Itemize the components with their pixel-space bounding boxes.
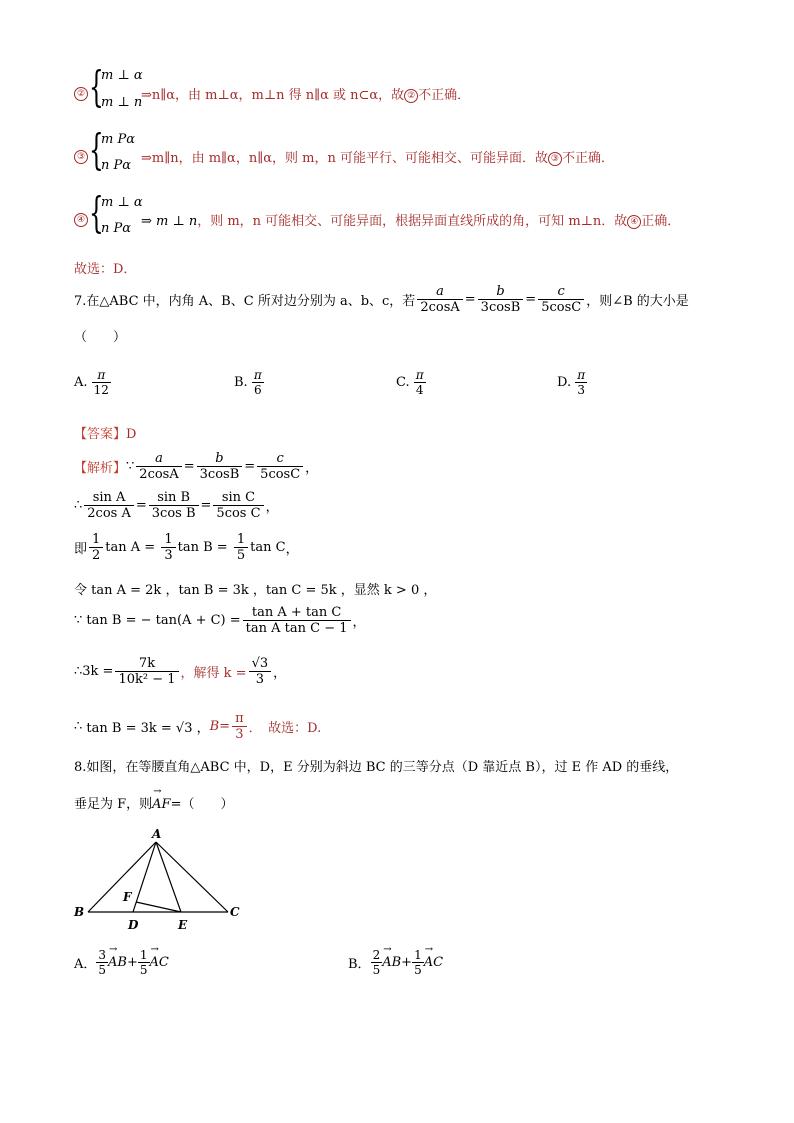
label-d: D xyxy=(128,918,139,932)
analysis-line-7: ∴ tan B = 3k = √3 ， B= $\frac{\pi}{3}$ ． 故选：D. xyxy=(74,711,322,742)
item-3-bottom: n Pα xyxy=(101,158,132,173)
question-7-stem: 7.在△ABC 中，内角 A、B、C 所对边分别为 a、b、c，若 $\frac{a}{2\cos A}$ = $\frac{b}{3\cos B}$ = $\frac{c}{5\cos C}$ ，则∠B 的大小是 xyxy=(74,284,689,315)
question-8-line-1: 8.如图，在等腰直角△ABC 中，D，E 分别为斜边 BC 的三等分点（D 靠近点 B），过 E 作 AD 的垂线， xyxy=(74,760,679,775)
question-7-paren: （ ） xyxy=(74,330,127,345)
item-3-text: ⇒m∥n，由 m∥α，n∥α，则 m，n 可能平行、可能相交、可能异面．故 ③ 不正确． xyxy=(141,151,614,166)
label-b: B xyxy=(74,905,85,919)
item-4-bottom: n Pα xyxy=(101,221,132,236)
option-7-b: B. $\frac{\pi}{6}$ xyxy=(234,368,262,397)
item-4-top: m ⊥ α xyxy=(101,195,143,210)
option-8-b: B． $\frac{2}{5}$ → AB + $\frac{1}{5}$ → AC xyxy=(348,948,443,977)
brace-4: { xyxy=(89,188,104,237)
triangle-figure xyxy=(70,825,250,935)
stem-frac-c: $\frac{c}{5\cos C}$ xyxy=(538,284,584,315)
choose-6: 故选：D． xyxy=(74,262,137,277)
label-e: E xyxy=(178,918,188,932)
label-a: A xyxy=(152,827,162,841)
analysis-line-2: ∴ $\frac{\text{sin A}}{\text{2cos A}}$ = $\frac{\text{sin B}}{\text{3cos B}}$ = $\frac{\text{sin C}}{\text{5cos C}}$ ， xyxy=(74,490,279,521)
option-7-c: C. $\frac{\pi}{4}$ xyxy=(396,368,424,397)
label-f: F xyxy=(123,890,132,904)
analysis-line-5: ∵ tan B = − tan(A + C) = $\frac{\text{tan A + tan C}}{\text{tan A tan C − 1}}$ ， xyxy=(74,605,366,636)
stem-frac-b: $\frac{b}{3\cos B}$ xyxy=(478,284,524,315)
option-8-a: A． $\frac{3}{5}$ → AB + $\frac{1}{5}$ → AC xyxy=(74,948,169,977)
item-2-text: ⇒n∥α，由 m⊥α，m⊥n 得 n∥α 或 n⊂α，故 ② 不正确． xyxy=(141,88,471,103)
item-2-bottom: m ⊥ n xyxy=(101,95,143,110)
item-2-top: m ⊥ α xyxy=(101,68,143,83)
edge-ab xyxy=(88,842,156,912)
item-2-number: ② xyxy=(74,86,88,101)
option-7-a: A. $\frac{\pi}{12}$ xyxy=(74,368,109,397)
item-4-text: ⇒ m ⊥ n，则 m，n 可能相交、可能异面，根据异面直线所成的角，可知 m⊥n．故 ④ 正确． xyxy=(141,214,681,229)
option-7-d: D. $\frac{\pi}{3}$ xyxy=(557,368,586,397)
analysis-line-6: ∴ 3k = $\frac{7k}{\text{10k² − 1}}$ ，解得 k = $\frac{√3}{3}$ ， xyxy=(74,656,287,687)
edge-ae xyxy=(156,842,181,912)
label-c: C xyxy=(230,905,240,919)
item-3-top: m Pα xyxy=(101,132,135,147)
answer-7: 【答案】D xyxy=(74,427,137,442)
analysis-line-1: 【解析】 ∵ $\frac{a}{2\cos A}$ = $\frac{b}{3\cos B}$ = $\frac{c}{5\cos C}$ ， xyxy=(74,451,319,482)
segment-ef xyxy=(136,902,181,912)
analysis-line-4: 令 tan A = 2k ，tan B = 3k ，tan C = 5k ，显然 k > 0 ， xyxy=(74,583,437,598)
stem-frac-a: $\frac{a}{2\cos A}$ xyxy=(417,284,462,315)
brace-2: { xyxy=(89,62,104,111)
brace-3: { xyxy=(89,125,104,174)
analysis-line-3: 即 $\frac{1}{2}$ tan A = $\frac{1}{3}$ tan B = $\frac{1}{5}$ tan C ， xyxy=(74,532,299,563)
item-4-number: ④ xyxy=(74,212,88,227)
edge-ac xyxy=(156,842,228,912)
item-3-number: ③ xyxy=(74,149,88,164)
question-8-line-2: 垂足为 F，则→ AF=（ ） xyxy=(74,793,233,812)
